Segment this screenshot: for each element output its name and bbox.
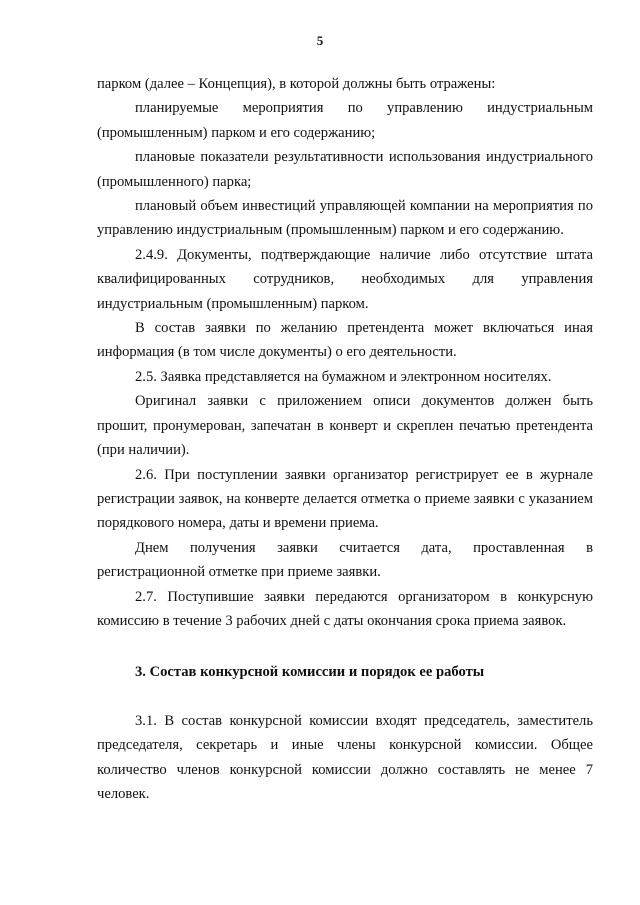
paragraph-2-6: 2.6. При поступлении заявки организатор регистрирует ее в журнале регистрации заявок, на конверте делается отметка о приеме заявки с указанием порядкового номера, даты и времени приема.	[97, 466, 593, 532]
page-number: 5	[316, 33, 324, 48]
paragraph-concept-intro: парком (далее – Концепция), в которой должны быть отражены:	[97, 76, 496, 92]
paragraph-planned-indicators: плановые показатели результативности использования индустриального (промышленного) парка;	[97, 149, 593, 190]
paragraph-3-1: 3.1. В состав конкурсной комиссии входят председатель, заместитель председателя, секретарь и иные члены конкурсной комиссии. Общее количество членов конкурсной комиссии должно составлять не менее 7 человек.	[97, 712, 593, 802]
document-body	[97, 72, 593, 806]
paragraph-2-4-9: 2.4.9. Документы, подтверждающие наличие либо отсутствие штата квалифицированных сотрудников, необходимых для управления индустриальным (промышленным) парком.	[97, 246, 593, 312]
paragraph-original-application: Оригинал заявки с приложением описи документов должен быть прошит, пронумерован, запечатан в конверт и скреплен печатью претендента (при наличии).	[97, 393, 593, 459]
section-heading: 3. Состав конкурсной комиссии и порядок ее работы	[135, 664, 485, 681]
paragraph-additional-info: В состав заявки по желанию претендента может включаться иная информация (в том числе документы) о его деятельности.	[97, 320, 593, 361]
paragraph-planned-investment: плановый объем инвестиций управляющей компании на мероприятия по управлению индустриальным (промышленным) парком и его содержанию.	[97, 198, 593, 239]
paragraph-2-5: 2.5. Заявка представляется на бумажном и электронном носителях.	[135, 368, 552, 385]
paragraph-2-7: 2.7. Поступившие заявки передаются организатором в конкурсную комиссию в течение 3 рабочих дней с даты окончания срока приема заявок.	[97, 588, 593, 629]
paragraph-planned-measures: планируемые мероприятия по управлению индустриальным (промышленным) парком и его содержанию;	[97, 100, 593, 141]
paragraph-receipt-date: Днем получения заявки считается дата, проставленная в регистрационной отметке при приеме заявки.	[97, 539, 593, 581]
